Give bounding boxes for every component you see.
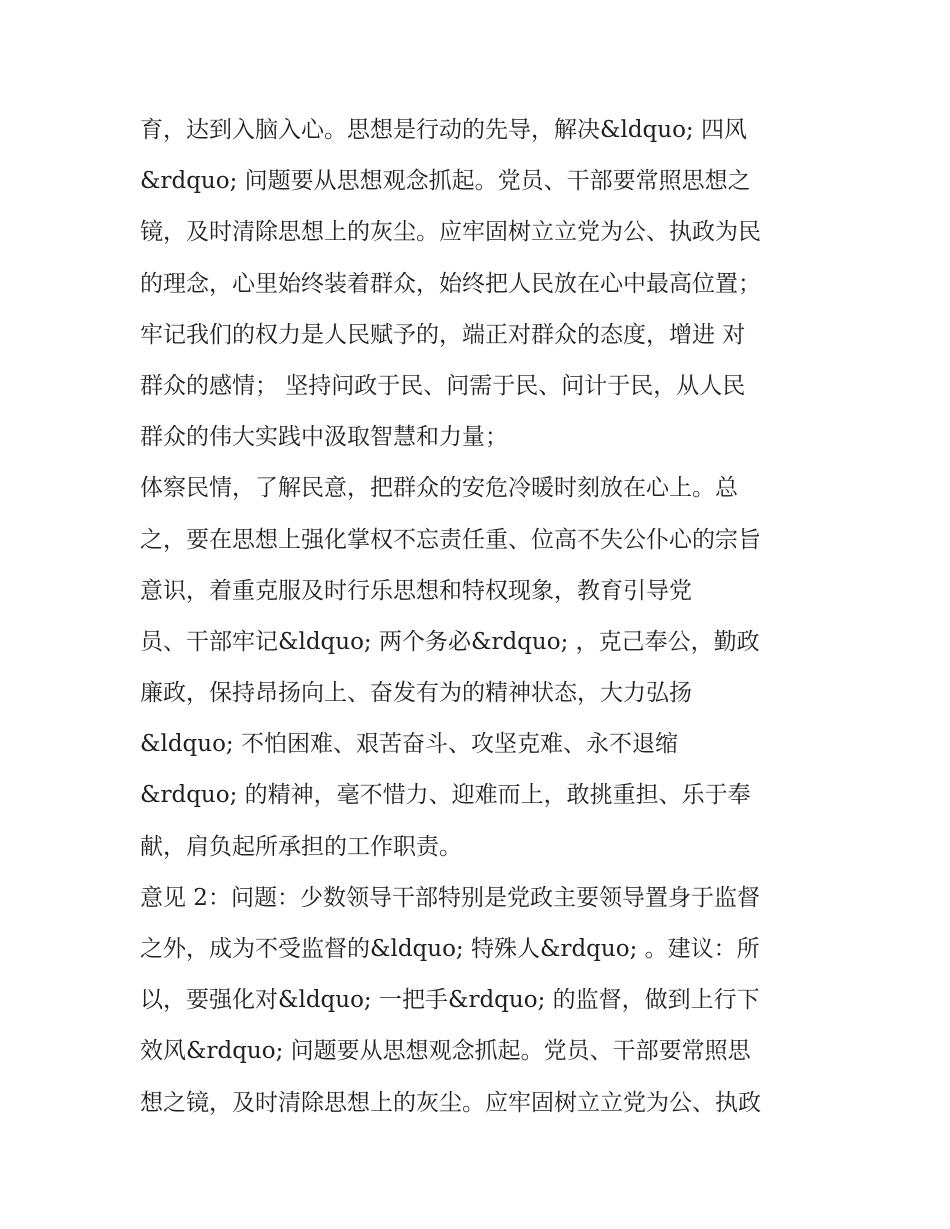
text-line: &rdquo; 的精神，毫不惜力、迎难而上，敢挑重担、乐于奉 <box>140 782 751 809</box>
text-line: 育，达到入脑入心。思想是行动的先导，解决&ldquo; 四风 <box>140 117 747 143</box>
text-line: 意识，着重克服及时行乐思想和特权现象，教育引导党 <box>140 577 692 604</box>
text-line: 员、干部牢记&ldquo; 两个务必&rdquo; ，克己奉公，勤政 <box>140 628 760 655</box>
text-line: 体察民情，了解民意，把群众的安危冷暖时刻放在心上。总 <box>140 475 738 502</box>
text-line: 镜，及时清除思想上的灰尘。应牢固树立立党为公、执政为民 <box>140 219 761 246</box>
text-line: &ldquo; 不怕困难、艰苦奋斗、攻坚克难、永不退缩 <box>140 731 678 758</box>
text-line: 想之镜，及时清除思想上的灰尘。应牢固树立立党为公、执政 <box>140 1089 761 1116</box>
body-text <box>140 105 840 1129</box>
text-line: 以，要强化对&ldquo; 一把手&rdquo; 的监督，做到上行下 <box>140 987 760 1014</box>
text-line: 的理念，心里始终装着群众，始终把人民放在心中最高位置； <box>140 270 761 297</box>
text-line: 之，要在思想上强化掌权不忘责任重、位高不失公仆心的宗旨 <box>140 526 761 553</box>
text-line: 群众的伟大实践中汲取智慧和力量； <box>140 424 508 451</box>
text-line: 廉政，保持昂扬向上、奋发有为的精神状态，大力弘扬 <box>140 680 692 707</box>
text-line: 群众的感情； 坚持问政于民、问需于民、问计于民，从人民 <box>140 372 746 399</box>
text-line: &rdquo; 问题要从思想观念抓起。党员、干部要常照思想之 <box>140 168 751 195</box>
text-line: 牢记我们的权力是人民赋予的，端正对群众的态度，增进 对 <box>140 321 746 348</box>
text-line: 献，肩负起所承担的工作职责。 <box>140 833 462 860</box>
text-line: 意见 2：问题：少数领导干部特别是党政主要领导置身于监督 <box>140 884 760 911</box>
text-line: 效风&rdquo; 问题要从思想观念抓起。党员、干部要常照思 <box>140 1038 751 1065</box>
text-line: 之外，成为不受监督的&ldquo; 特殊人&rdquo; 。建议：所 <box>140 936 760 962</box>
